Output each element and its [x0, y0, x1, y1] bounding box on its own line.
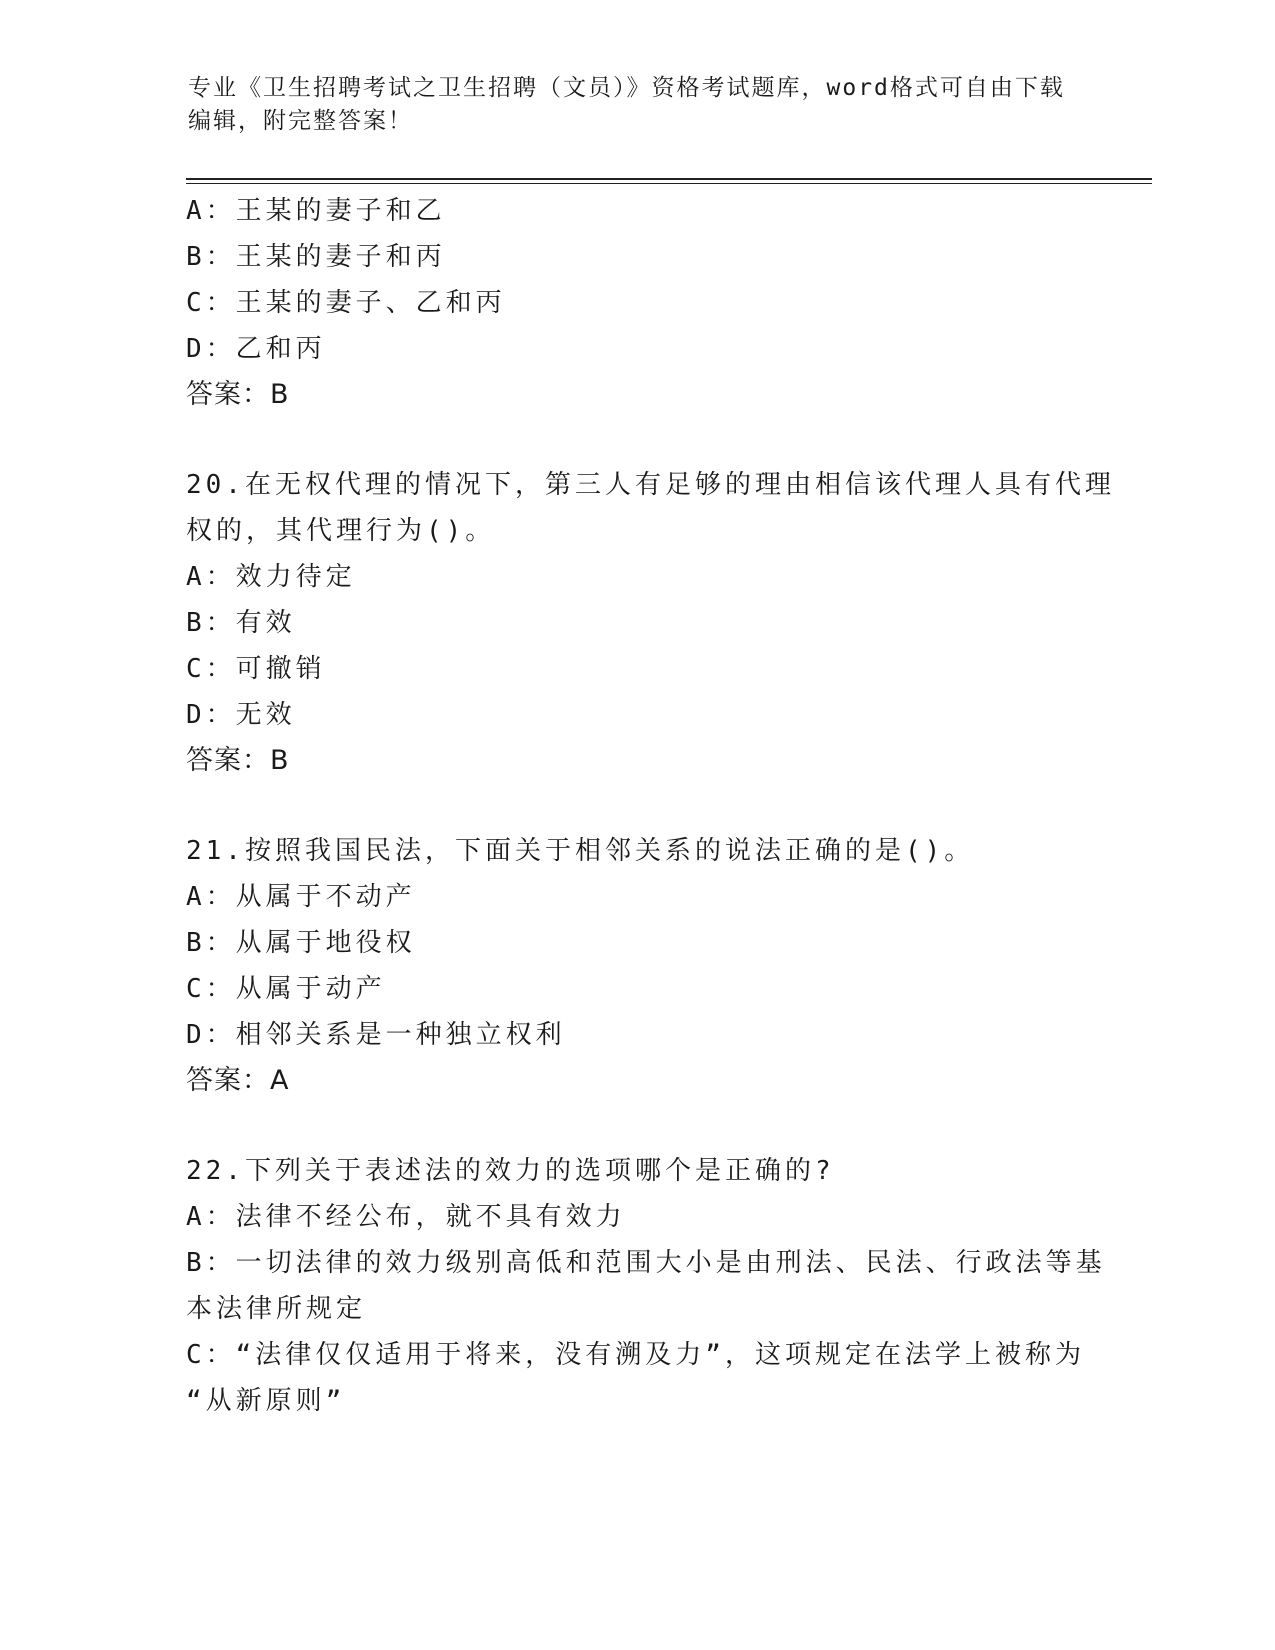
option-a: A：王某的妻子和乙 — [186, 196, 446, 226]
option-b: B：从属于地役权 — [186, 928, 416, 958]
option-b: B：王某的妻子和丙 — [186, 242, 446, 272]
option-c-continued: “从新原则” — [186, 1386, 346, 1416]
question-stem: 22.下列关于表述法的效力的选项哪个是正确的? — [186, 1156, 835, 1186]
header-divider — [186, 178, 1152, 184]
option-d: D：相邻关系是一种独立权利 — [186, 1020, 566, 1050]
option-b-continued: 本法律所规定 — [186, 1294, 367, 1324]
answer-label: 答案：B — [186, 379, 290, 410]
question-21 — [186, 828, 1086, 1104]
answer-label: 答案：B — [186, 745, 290, 776]
answer-label: 答案：A — [186, 1065, 290, 1096]
option-a: A：从属于不动产 — [186, 882, 416, 912]
option-a: A：法律不经公布，就不具有效力 — [186, 1202, 626, 1232]
document-body — [186, 188, 1115, 1424]
option-a: A：效力待定 — [186, 562, 356, 592]
option-c: C：王某的妻子、乙和丙 — [186, 288, 506, 318]
option-b: B：有效 — [186, 608, 296, 638]
question-22 — [186, 1148, 1106, 1424]
option-c: C：从属于动产 — [186, 974, 386, 1004]
question-19-partial — [186, 188, 1086, 418]
question-20 — [186, 462, 1115, 784]
document-header: 专业《卫生招聘考试之卫生招聘（文员）》资格考试题库，word格式可自由下载编辑，附完整答案！ — [188, 75, 1065, 134]
question-stem: 21.按照我国民法，下面关于相邻关系的说法正确的是()。 — [186, 836, 975, 866]
question-stem: 20.在无权代理的情况下，第三人有足够的理由相信该代理人具有代理 — [186, 470, 1115, 500]
option-b: B：一切法律的效力级别高低和范围大小是由刑法、民法、行政法等基 — [186, 1248, 1106, 1278]
option-c: C：可撤销 — [186, 654, 326, 684]
question-stem-continued: 权的，其代理行为()。 — [186, 516, 496, 546]
option-d: D：乙和丙 — [186, 334, 326, 364]
option-c: C：“法律仅仅适用于将来，没有溯及力”，这项规定在法学上被称为 — [186, 1340, 1085, 1370]
option-d: D：无效 — [186, 700, 296, 730]
